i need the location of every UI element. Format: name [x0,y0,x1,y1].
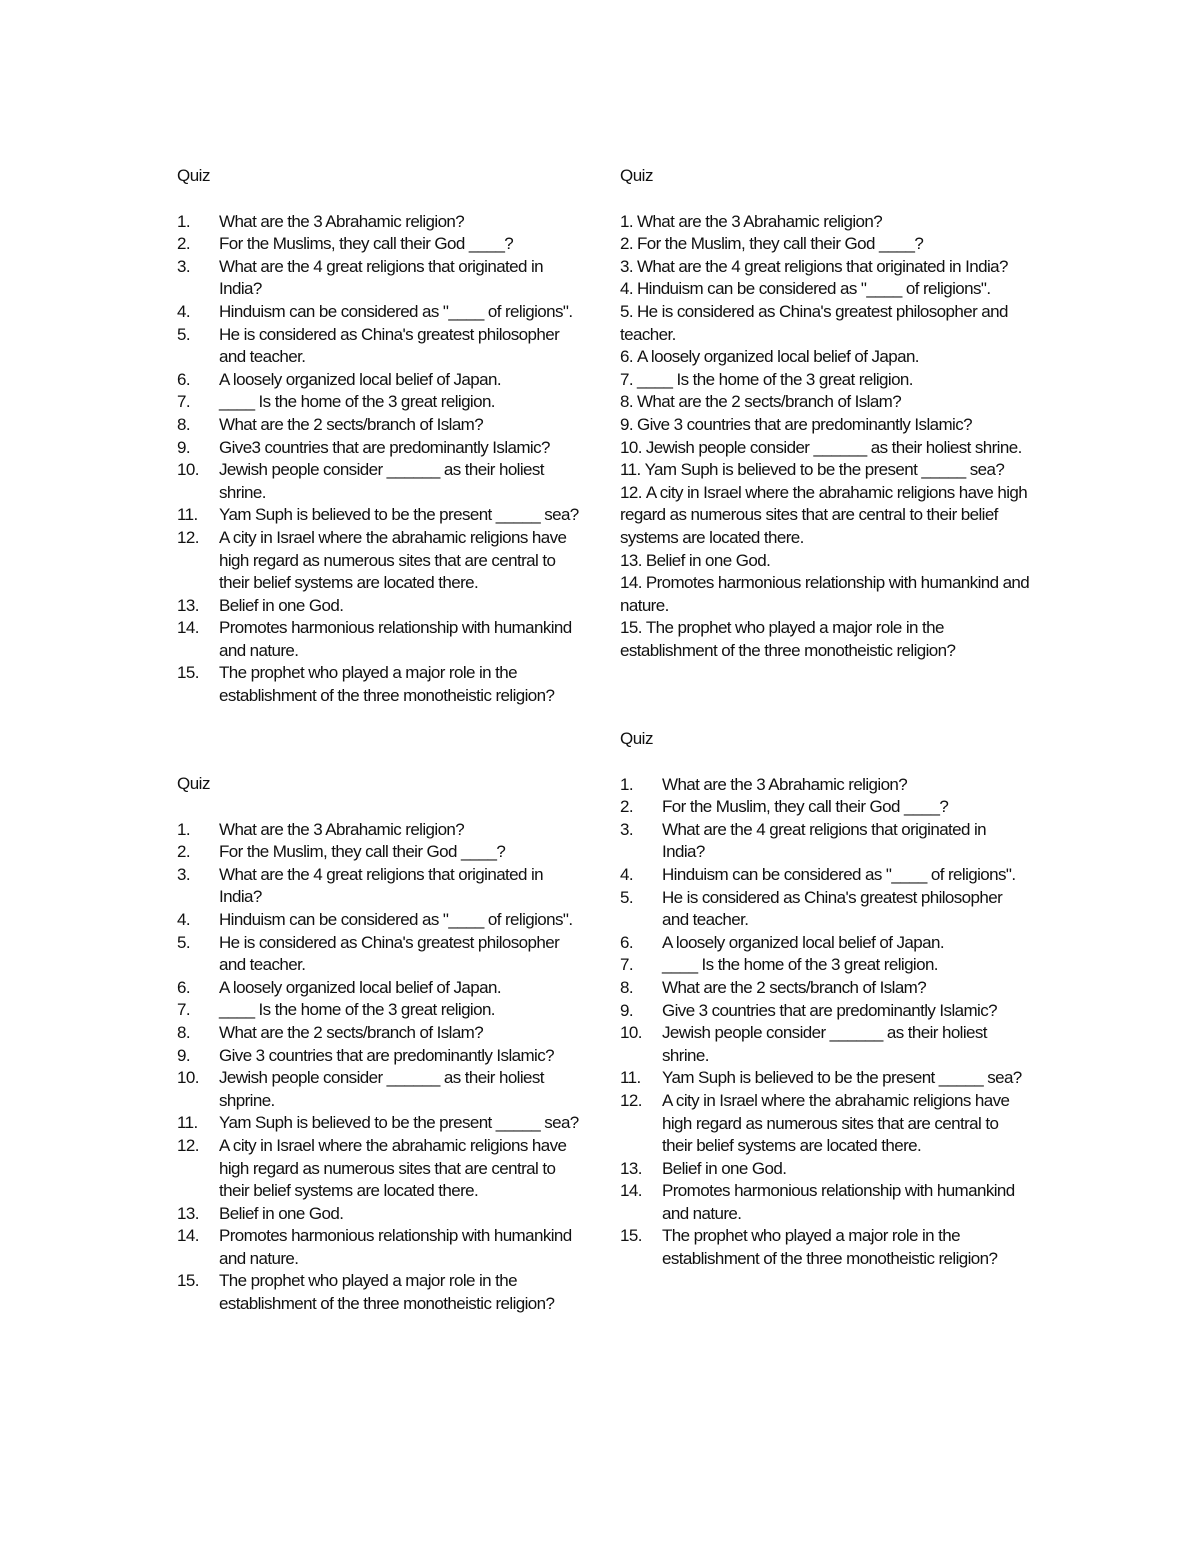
question-text: Hinduism can be considered as "____ of religions". [219,909,573,929]
question-item [620,1225,1025,1270]
question-item [620,437,1030,460]
question-text: A loosely organized local belief of Japan. [219,977,501,997]
question-text: Yam Suph is believed to be the present _____ sea? [219,505,579,525]
question-number: 11. [177,1113,198,1133]
question-text: Yam Suph is believed to be the present _____ sea? [662,1068,1022,1088]
question-item [177,999,582,1022]
question-text: Hinduism can be considered as "____ of religions". [662,864,1016,884]
question-text: Hinduism can be considered as "____ of religions". [219,301,573,321]
question-item [177,977,582,1000]
question-item [620,954,1025,977]
question-item [177,211,582,234]
question-number: 5. [620,887,633,907]
question-item [177,864,582,909]
question-number: 8. [620,977,633,997]
question-number: 3. [177,256,190,276]
question-number: 8. [177,1022,190,1042]
question-item [177,527,582,595]
question-text: He is considered as China's greatest philosopher and teacher. [620,301,1008,344]
question-item [177,1270,582,1315]
question-text: ____ Is the home of the 3 great religion. [662,955,938,975]
question-number: 15. [620,618,642,638]
question-text: What are the 4 great religions that originated in India? [219,864,544,907]
question-text: What are the 4 great religions that originated in India? [219,256,544,299]
question-text: Yam Suph is believed to be the present _____ sea? [644,460,1005,480]
question-number: 2. [620,234,633,254]
question-number: 5. [177,324,190,344]
question-item [620,819,1025,864]
question-number: 9. [620,414,633,434]
question-text: What are the 4 great religions that originated in India? [662,819,987,862]
question-text: For the Muslim, they call their God ____? [219,842,506,862]
question-item [620,864,1025,887]
question-number: 1. [177,819,190,839]
question-text: ____ Is the home of the 3 great religion. [219,1000,495,1020]
question-text: He is considered as China's greatest philosopher and teacher. [219,932,560,975]
question-text: The prophet who played a major role in the establishment of the three monotheistic religion? [219,663,555,706]
question-text: Give3 countries that are predominantly Islamic? [219,437,550,457]
question-item [620,414,1030,437]
question-item [177,1225,582,1270]
question-number: 11. [177,505,198,525]
quiz-title: Quiz [620,729,653,748]
question-text: Give 3 countries that are predominantly Islamic? [219,1045,554,1065]
question-number: 5. [177,932,190,952]
question-text: ____ Is the home of the 3 great religion. [636,369,913,389]
question-number: 2. [177,234,190,254]
question-text: Belief in one God. [645,550,771,570]
question-number: 13. [177,1203,199,1223]
question-number: 14. [177,1226,199,1246]
question-number: 8. [177,414,190,434]
question-number: 4. [177,909,190,929]
question-item [177,369,582,392]
question-number: 2. [620,797,633,817]
question-item [177,504,582,527]
question-number: 3. [620,819,633,839]
question-text: Promotes harmonious relationship with humankind and nature. [662,1181,1015,1223]
question-item [177,233,582,256]
question-item [177,617,582,662]
question-item [620,211,1030,234]
question-item [177,437,582,460]
question-text: What are the 2 sects/branch of Islam? [219,1022,484,1042]
question-item [620,482,1030,550]
question-item [620,932,1025,955]
question-item [177,256,582,301]
question-text: A city in Israel where the abrahamic religions have high regard as numerous sites that are central to their belief systems are located there. [662,1090,1010,1156]
question-item [177,932,582,977]
question-text: For the Muslim, they call their God ____? [636,234,924,254]
question-number: 9. [177,1045,190,1065]
question-number: 10. [177,460,199,480]
question-number: 9. [620,1000,633,1020]
question-item [620,256,1030,279]
question-text: For the Muslim, they call their God ____? [662,797,949,817]
question-item [620,459,1030,482]
question-number: 13. [177,595,199,615]
question-text: What are the 2 sects/branch of Islam? [662,977,927,997]
question-number: 3. [177,864,190,884]
question-number: 4. [620,864,633,884]
question-item [620,391,1030,414]
question-text: Yam Suph is believed to be the present _____ sea? [219,1113,579,1133]
quiz-title: Quiz [177,774,210,793]
question-item [177,301,582,324]
question-number: 7. [177,392,190,412]
question-text: He is considered as China's greatest philosopher and teacher. [662,887,1003,930]
question-number: 12. [177,1135,199,1155]
question-text: Give 3 countries that are predominantly Islamic? [662,1000,997,1020]
question-number: 10. [620,1023,642,1043]
question-number: 10. [620,437,642,457]
question-list [177,211,582,708]
question-number: 6. [177,977,190,997]
question-number: 8. [620,392,633,412]
question-item [620,1158,1025,1181]
question-number: 2. [177,842,190,862]
question-number: 15. [177,1271,199,1291]
question-item [620,1022,1025,1067]
question-item [620,550,1030,573]
quiz-top-right [620,165,1030,662]
question-number: 13. [620,550,642,570]
question-text: What are the 2 sects/branch of Islam? [219,414,484,434]
question-number: 7. [620,369,633,389]
quiz-bottom-right [620,728,1025,1271]
question-number: 1. [177,211,190,231]
question-number: 14. [620,573,642,593]
question-text: What are the 4 great religions that originated in India? [636,256,1008,276]
question-text: The prophet who played a major role in the establishment of the three monotheistic religion? [219,1271,555,1314]
question-text: The prophet who played a major role in the establishment of the three monotheistic religion? [662,1226,998,1269]
question-list [620,774,1025,1271]
question-number: 11. [620,460,641,480]
question-item [177,1112,582,1135]
question-number: 7. [620,955,633,975]
question-text: Promotes harmonious relationship with humankind and nature. [219,1226,572,1268]
question-item [620,233,1030,256]
question-item [177,414,582,437]
question-item [620,1000,1025,1023]
question-number: 14. [620,1181,642,1201]
question-item [620,774,1025,797]
question-text: What are the 3 Abrahamic religion? [219,819,465,839]
question-item [177,841,582,864]
question-number: 6. [620,347,633,367]
question-item [620,887,1025,932]
question-item [177,1067,582,1112]
question-text: Promotes harmonious relationship with humankind and nature. [219,618,572,660]
question-item [620,369,1030,392]
question-item [177,459,582,504]
question-number: 13. [620,1158,642,1178]
question-text: What are the 3 Abrahamic religion? [662,774,908,794]
question-text: He is considered as China's greatest philosopher and teacher. [219,324,560,367]
quiz-title: Quiz [177,166,210,185]
question-item [177,595,582,618]
question-item [177,1135,582,1203]
question-item [620,572,1030,617]
question-item [177,909,582,932]
question-text: A city in Israel where the abrahamic religions have high regard as numerous sites that are central to their belief systems are located there. [620,482,1028,547]
question-text: A city in Israel where the abrahamic religions have high regard as numerous sites that are central to their belief systems are located there. [219,1135,567,1201]
question-number: 12. [177,527,199,547]
question-text: What are the 2 sects/branch of Islam? [636,392,902,412]
question-text: Jewish people consider ______ as their holiest shrine. [219,460,544,502]
question-text: A loosely organized local belief of Japan. [219,369,501,389]
question-number: 15. [620,1226,642,1246]
question-number: 6. [620,932,633,952]
question-item [620,1067,1025,1090]
question-text: A loosely organized local belief of Japan. [662,932,944,952]
question-text: Hinduism can be considered as "____ of religions". [636,279,991,299]
question-number: 6. [177,369,190,389]
question-number: 1. [620,774,633,794]
question-item [620,301,1030,346]
question-number: 15. [177,663,199,683]
question-item [177,324,582,369]
question-text: Give 3 countries that are predominantly Islamic? [636,414,972,434]
question-number: 4. [620,279,633,299]
question-text: Belief in one God. [219,1203,344,1223]
question-text: Belief in one God. [219,595,344,615]
question-text: What are the 3 Abrahamic religion? [636,211,883,231]
question-text: Jewish people consider ______ as their holiest shrine. [662,1023,987,1065]
question-number: 3. [620,256,633,276]
question-number: 1. [620,211,633,231]
question-text: A city in Israel where the abrahamic religions have high regard as numerous sites that are central to their belief systems are located there. [219,527,567,593]
question-item [620,977,1025,1000]
question-text: Jewish people consider ______ as their holiest shprine. [219,1068,544,1110]
question-item [177,1045,582,1068]
question-text: ____ Is the home of the 3 great religion. [219,392,495,412]
question-item [177,1203,582,1226]
quiz-bottom-left [177,773,582,1316]
question-item [620,617,1030,662]
question-item [177,1022,582,1045]
question-number: 11. [620,1068,641,1088]
question-text: Promotes harmonious relationship with humankind and nature. [620,573,1030,615]
question-text: Jewish people consider ______ as their holiest shrine. [645,437,1022,457]
question-number: 7. [177,1000,190,1020]
question-item [620,1090,1025,1158]
question-number: 9. [177,437,190,457]
question-number: 12. [620,1090,642,1110]
question-text: The prophet who played a major role in the establishment of the three monotheistic religion? [620,618,956,660]
question-text: Belief in one God. [662,1158,787,1178]
question-item [177,662,582,707]
quiz-title: Quiz [620,166,653,185]
question-number: 5. [620,301,633,321]
question-number: 10. [177,1068,199,1088]
question-item [620,796,1025,819]
question-text: For the Muslims, they call their God ____? [219,234,514,254]
quiz-top-left [177,165,582,708]
question-number: 4. [177,301,190,321]
question-item [620,1180,1025,1225]
question-item [177,391,582,414]
question-number: 12. [620,482,642,502]
question-list [620,211,1030,663]
question-item [620,278,1030,301]
question-text: A loosely organized local belief of Japan. [636,347,919,367]
question-item [177,819,582,842]
question-number: 14. [177,618,199,638]
question-list [177,819,582,1316]
question-item [620,346,1030,369]
question-text: What are the 3 Abrahamic religion? [219,211,465,231]
